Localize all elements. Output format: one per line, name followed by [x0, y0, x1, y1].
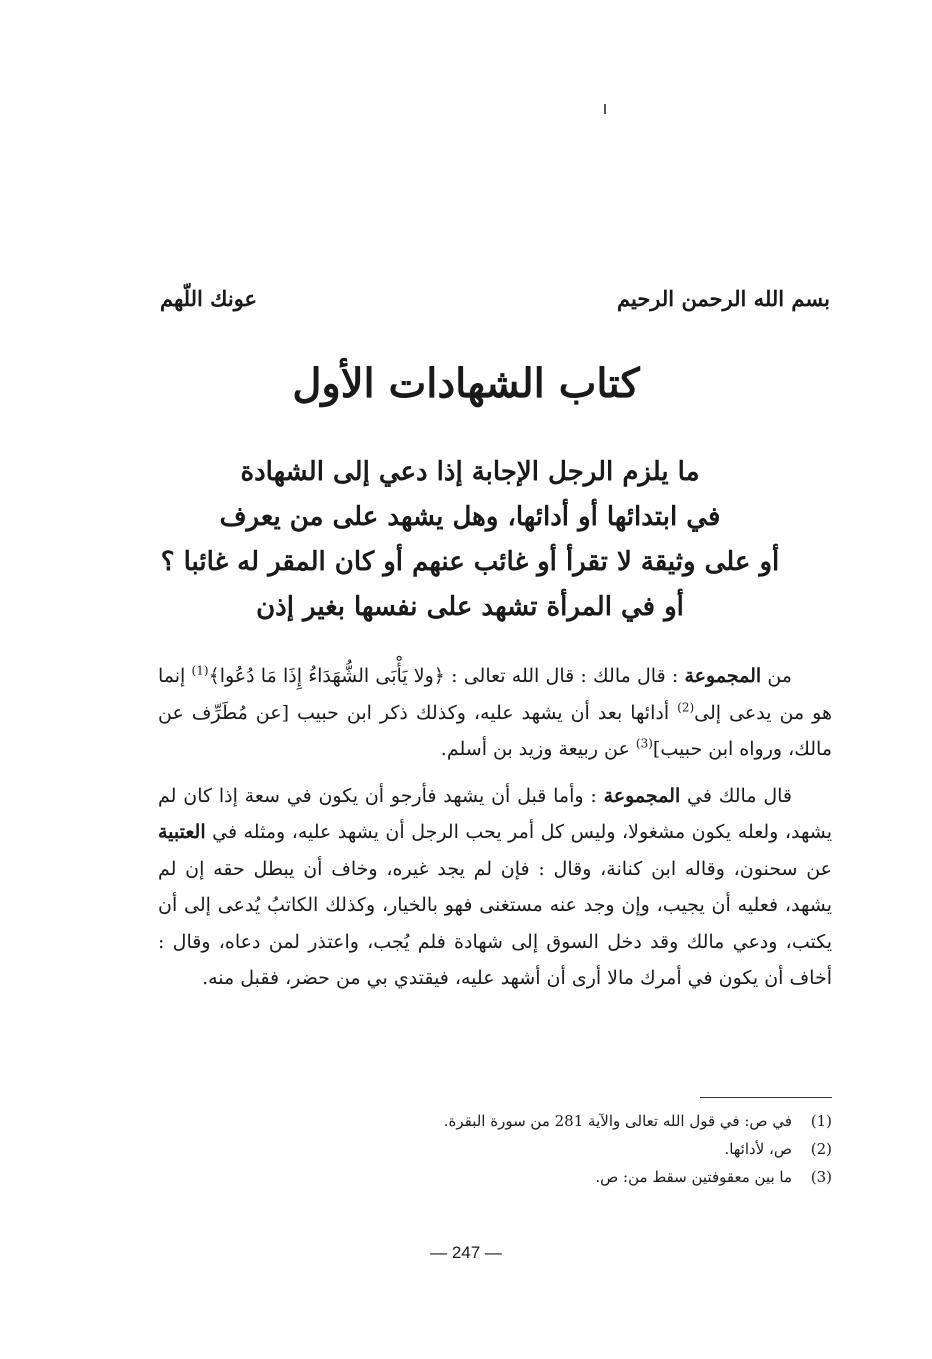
footnote-number: (2): [810, 1140, 832, 1158]
text-run: : قال مالك : قال الله تعالى : ﴿ولا يَأْبَى الشُّهَدَاءُ إِذَا مَا دُعُوا﴾: [208, 665, 685, 687]
print-speck: [604, 104, 606, 114]
footnote-ref-3: (3): [635, 736, 653, 751]
chapter-line: ما يلزم الرجل الإجابة إذا دعي إلى الشهادة: [240, 457, 700, 487]
footnote-text: ص، لأدائها.: [724, 1140, 792, 1158]
source-term: العتبية: [158, 821, 206, 843]
text-run: : وأما قبل أن يشهد فأرجو أن يكون في سعة إذا كان لم يشهد، ولعله يكون مشغولا، وليس كل أمر يحب الرجل أن يشهد عليه، ومثله في: [158, 784, 832, 843]
footnote-number: (1): [810, 1112, 832, 1130]
footnote-ref-1: (1): [191, 663, 209, 678]
text-run: عن ربيعة وزيد بن أسلم.: [440, 738, 636, 760]
source-term: المجموعة: [603, 784, 681, 807]
footnote-number: (3): [810, 1168, 832, 1186]
footnote: [300, 1135, 832, 1163]
text-run: قال مالك في: [680, 784, 793, 807]
footnote: [300, 1163, 832, 1191]
text-run: أدائها بعد أن يشهد عليه، وكذلك ذكر ابن حبيب [عن مُطَرِّف عن مالك، ورواه ابن حبيب]: [158, 701, 832, 760]
source-term: المجموعة: [684, 665, 762, 687]
text-run: عن سحنون، وقاله ابن كنانة، وقال : فإن لم يجد غيره، وخاف أن يبطل حقه إن لم يشهد، فعليه أن يجيب، وإن وجد عنه مستغنى فهو بالخيار، وكذلك الكاتبُ يُدعى إلى أن يكتب، ودعي مالك وقد دخل السوق إلى شهادة فلم يُجب، واعتذر لمن دعاه، وقال : أخاف أن يكون في أمرك مالا أرى أن أشهد عليه، فيقتدي بي من حضر، فقبل منه.: [158, 857, 832, 989]
book-title: كتاب الشهادات الأول: [292, 360, 640, 407]
page-number: — 247 —: [430, 1243, 502, 1262]
chapter-heading: [120, 450, 820, 630]
chapter-line: أو على وثيقة لا تقرأ أو غائب عنهم أو كان المقر له غائبا ؟: [160, 547, 780, 577]
supplication-heading: عونك اللّهم: [160, 286, 258, 311]
footnote-ref-2: (2): [677, 700, 695, 715]
footnotes: [300, 1107, 832, 1191]
text-run: إنما هو من يدعى إلى: [158, 665, 833, 724]
footnote-text: في ص: في قول الله تعالى والآية 281 من سورة البقرة.: [443, 1112, 792, 1130]
chapter-line: أو في المرأة تشهد على نفسها بغير إذن: [256, 592, 684, 622]
body-text: [158, 658, 832, 997]
text-run: من: [761, 665, 792, 687]
footnote-divider: [700, 1097, 832, 1098]
basmala-heading: بسم الله الرحمن الرحيم: [617, 286, 830, 311]
footnote-text: ما بين معقوفتين سقط من: ص.: [595, 1168, 792, 1186]
paragraph-2: [158, 778, 832, 997]
chapter-line: في ابتدائها أو أدائها، وهل يشهد على من يعرف: [219, 502, 721, 532]
paragraph-1: [158, 658, 832, 768]
footnote: [300, 1107, 832, 1135]
page-header: [150, 286, 830, 326]
